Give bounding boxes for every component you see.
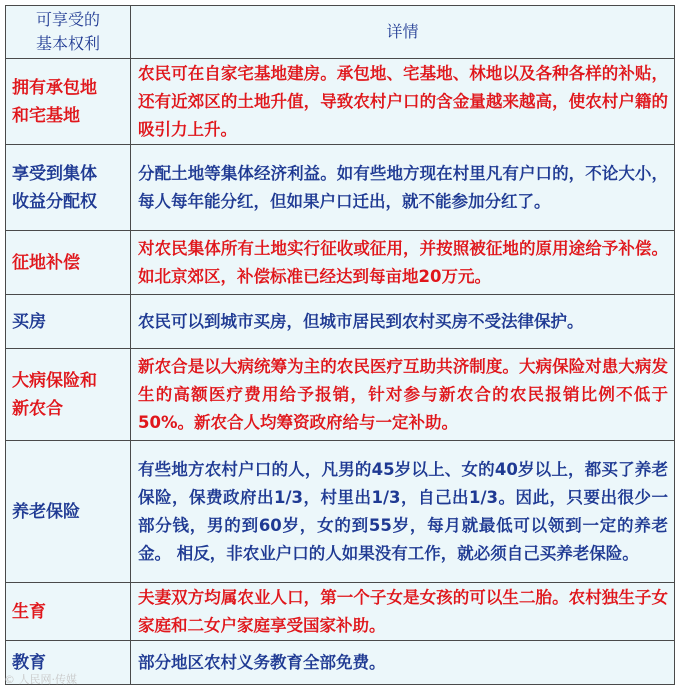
right-detail: 夫妻双方均属农业人口，第一个子女是女孩的可以生二胎。农村独生子女家庭和二女户家庭享受国家补助。 <box>138 587 668 635</box>
right-name-cell <box>6 441 131 583</box>
right-name-cell <box>6 583 131 641</box>
right-detail-cell <box>131 641 675 685</box>
table-row <box>6 145 675 231</box>
right-name: 享受到集体 收益分配权 <box>12 163 97 212</box>
right-name: 生育 <box>12 601 46 622</box>
table-row <box>6 349 675 441</box>
right-detail-cell <box>131 583 675 641</box>
right-detail: 农民可在自家宅基地建房。承包地、宅基地、林地以及各种各样的补贴，还有近郊区的土地升值，导致农村户口的含金量越来越高，使农村户籍的吸引力上升。 <box>138 63 668 139</box>
right-name-cell <box>6 231 131 295</box>
right-detail: 分配土地等集体经济利益。如有些地方现在村里凡有户口的，不论大小，每人每年能分红，但如果户口迁出，就不能参加分红了。 <box>138 163 668 211</box>
table-row <box>6 231 675 295</box>
right-name-cell <box>6 295 131 349</box>
header-detail-label: 详情 <box>386 22 419 41</box>
right-detail: 新农合是以大病统筹为主的农民医疗互助共济制度。大病保险对患大病发生的高额医疗费用给予报销，针对参与新农合的农民报销比例不低于50%。新农合人均筹资政府给与一定补助。 <box>138 356 668 432</box>
right-name-cell <box>6 59 131 145</box>
table-row <box>6 441 675 583</box>
table-row <box>6 59 675 145</box>
right-detail-cell <box>131 295 675 349</box>
watermark: © 人民网·传媒 <box>4 673 77 686</box>
right-name: 养老保险 <box>12 501 80 522</box>
right-name: 拥有承包地 和宅基地 <box>12 77 97 126</box>
right-name-cell <box>6 349 131 441</box>
right-name-cell <box>6 145 131 231</box>
right-name: 征地补偿 <box>12 252 80 273</box>
right-detail-cell <box>131 441 675 583</box>
table-row <box>6 583 675 641</box>
table-row <box>6 295 675 349</box>
right-detail-cell <box>131 231 675 295</box>
right-name: 教育 <box>12 652 46 673</box>
header-rights-label: 可享受的 基本权利 <box>35 10 100 53</box>
header-rights-cell <box>6 6 131 59</box>
right-detail: 农民可以到城市买房，但城市居民到农村买房不受法律保护。 <box>138 311 584 331</box>
right-detail-cell <box>131 349 675 441</box>
header-detail-cell <box>131 6 675 59</box>
right-name: 买房 <box>12 311 46 332</box>
right-detail: 部分地区农村义务教育全部免费。 <box>138 652 386 672</box>
right-detail-cell <box>131 59 675 145</box>
rights-table <box>5 5 675 685</box>
right-detail-cell <box>131 145 675 231</box>
header-row <box>6 6 675 59</box>
right-name: 大病保险和 新农合 <box>12 370 97 419</box>
table-row <box>6 641 675 685</box>
right-detail: 对农民集体所有土地实行征收或征用，并按照被征地的原用途给予补偿。如北京郊区，补偿标准已经达到每亩地20万元。 <box>138 238 668 286</box>
right-detail: 有些地方农村户口的人，凡男的45岁以上、女的40岁以上，都买了养老保险，保费政府出1/3，村里出1/3，自己出1/3。因此，只要出很少一部分钱，男的到60岁，女的到55岁，每月就最低可以领到一定的养老金。 相反，非农业户口的人如果没有工作，就必须自己买养老保险。 <box>138 459 668 563</box>
